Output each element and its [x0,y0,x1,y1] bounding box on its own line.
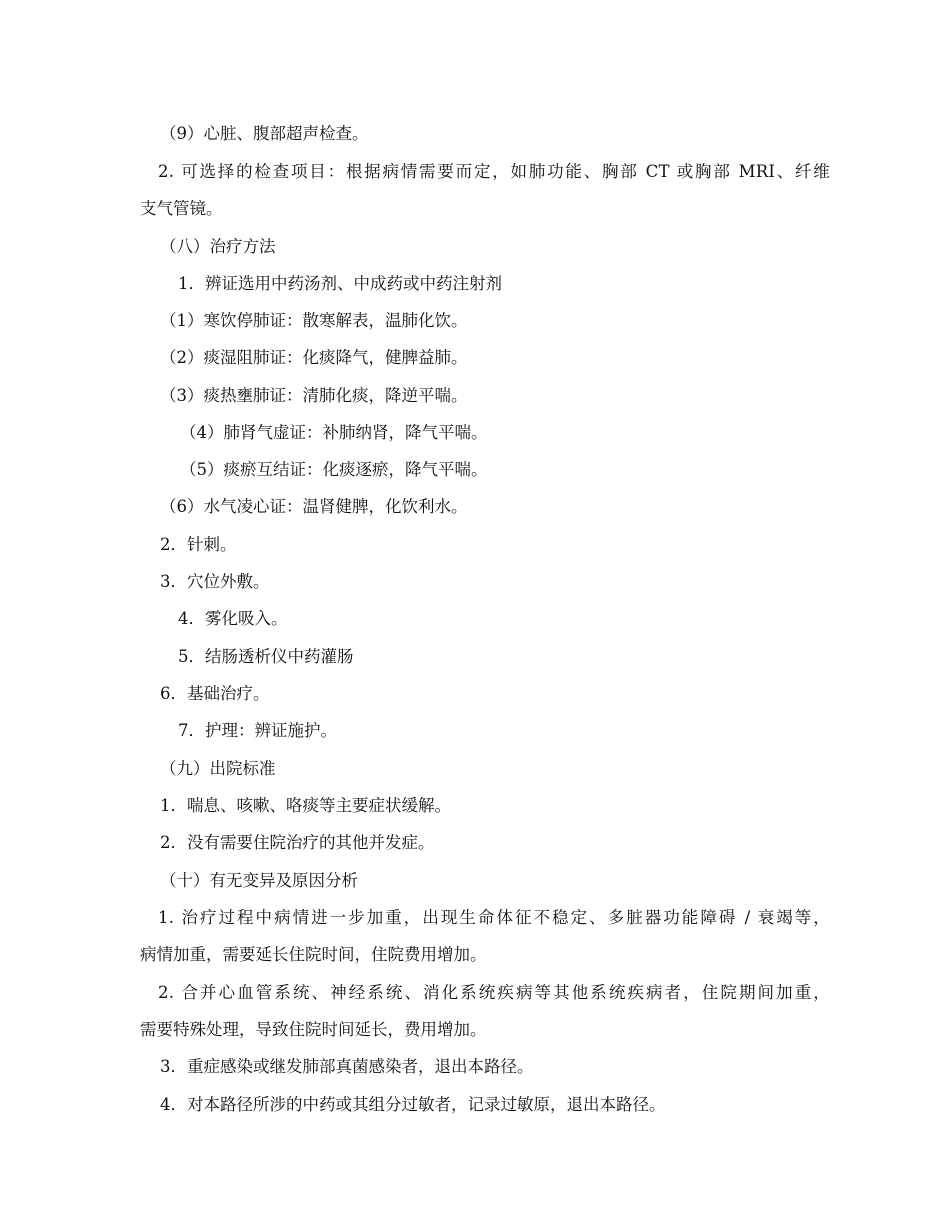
variation-item-4: 4．对本路径所涉的中药或其组分过敏者，记录过敏原，退出本路径。 [160,1095,666,1114]
section-heading-variation: （十）有无变异及原因分析 [160,871,358,890]
variation-item-1-line-1: 1. 治疗过程中病情进一步加重，出现生命体征不稳定、多脏器功能障碍 / 衰竭等， [158,908,830,927]
discharge-item-2: 2．没有需要住院治疗的其他并发症。 [160,833,435,852]
optional-exams-line-2: 支气管镜。 [140,199,223,218]
variation-item-3: 3．重症感染或继发肺部真菌感染者，退出本路径。 [160,1057,534,1076]
optional-exams-line-1: 2. 可选择的检查项目：根据病情需要而定，如肺功能、胸部 CT 或胸部 MRI、纤维 [158,162,830,181]
syndrome-item-1: （1）寒饮停肺证：散寒解表，温肺化饮。 [160,311,468,330]
treatment-item-7: 7．护理：辨证施护。 [178,721,337,740]
discharge-item-1: 1．喘息、咳嗽、咯痰等主要症状缓解。 [160,796,451,815]
treatment-item-2: 2．针刺。 [160,535,237,554]
syndrome-item-3: （3）痰热壅肺证：清肺化痰，降逆平喘。 [160,386,468,405]
syndrome-item-5: （5）痰瘀互结证：化痰逐瘀，降气平喘。 [180,460,488,479]
variation-item-2-line-2: 需要特殊处理，导致住院时间延长，费用增加。 [140,1020,487,1039]
exam-item-9: （9）心脏、腹部超声检查。 [160,124,369,143]
variation-item-1-line-2: 病情加重，需要延长住院时间，住院费用增加。 [140,945,487,964]
syndrome-item-2: （2）痰湿阻肺证：化痰降气，健脾益肺。 [160,348,468,367]
treatment-item-5: 5．结肠透析仪中药灌肠 [178,647,354,666]
syndrome-item-6: （6）水气凌心证：温肾健脾，化饮利水。 [160,497,468,516]
treatment-item-3: 3．穴位外敷。 [160,572,270,591]
section-heading-treatment: （八）治疗方法 [160,237,276,256]
treatment-item-1: 1．辨证选用中药汤剂、中成药或中药注射剂 [178,274,502,293]
section-heading-discharge: （九）出院标准 [160,759,276,778]
treatment-item-6: 6．基础治疗。 [160,684,270,703]
treatment-item-4: 4．雾化吸入。 [178,609,288,628]
syndrome-item-4: （4）肺肾气虚证：补肺纳肾，降气平喘。 [180,423,488,442]
variation-item-2-line-1: 2. 合并心血管系统、神经系统、消化系统疾病等其他系统疾病者，住院期间加重， [158,983,830,1002]
